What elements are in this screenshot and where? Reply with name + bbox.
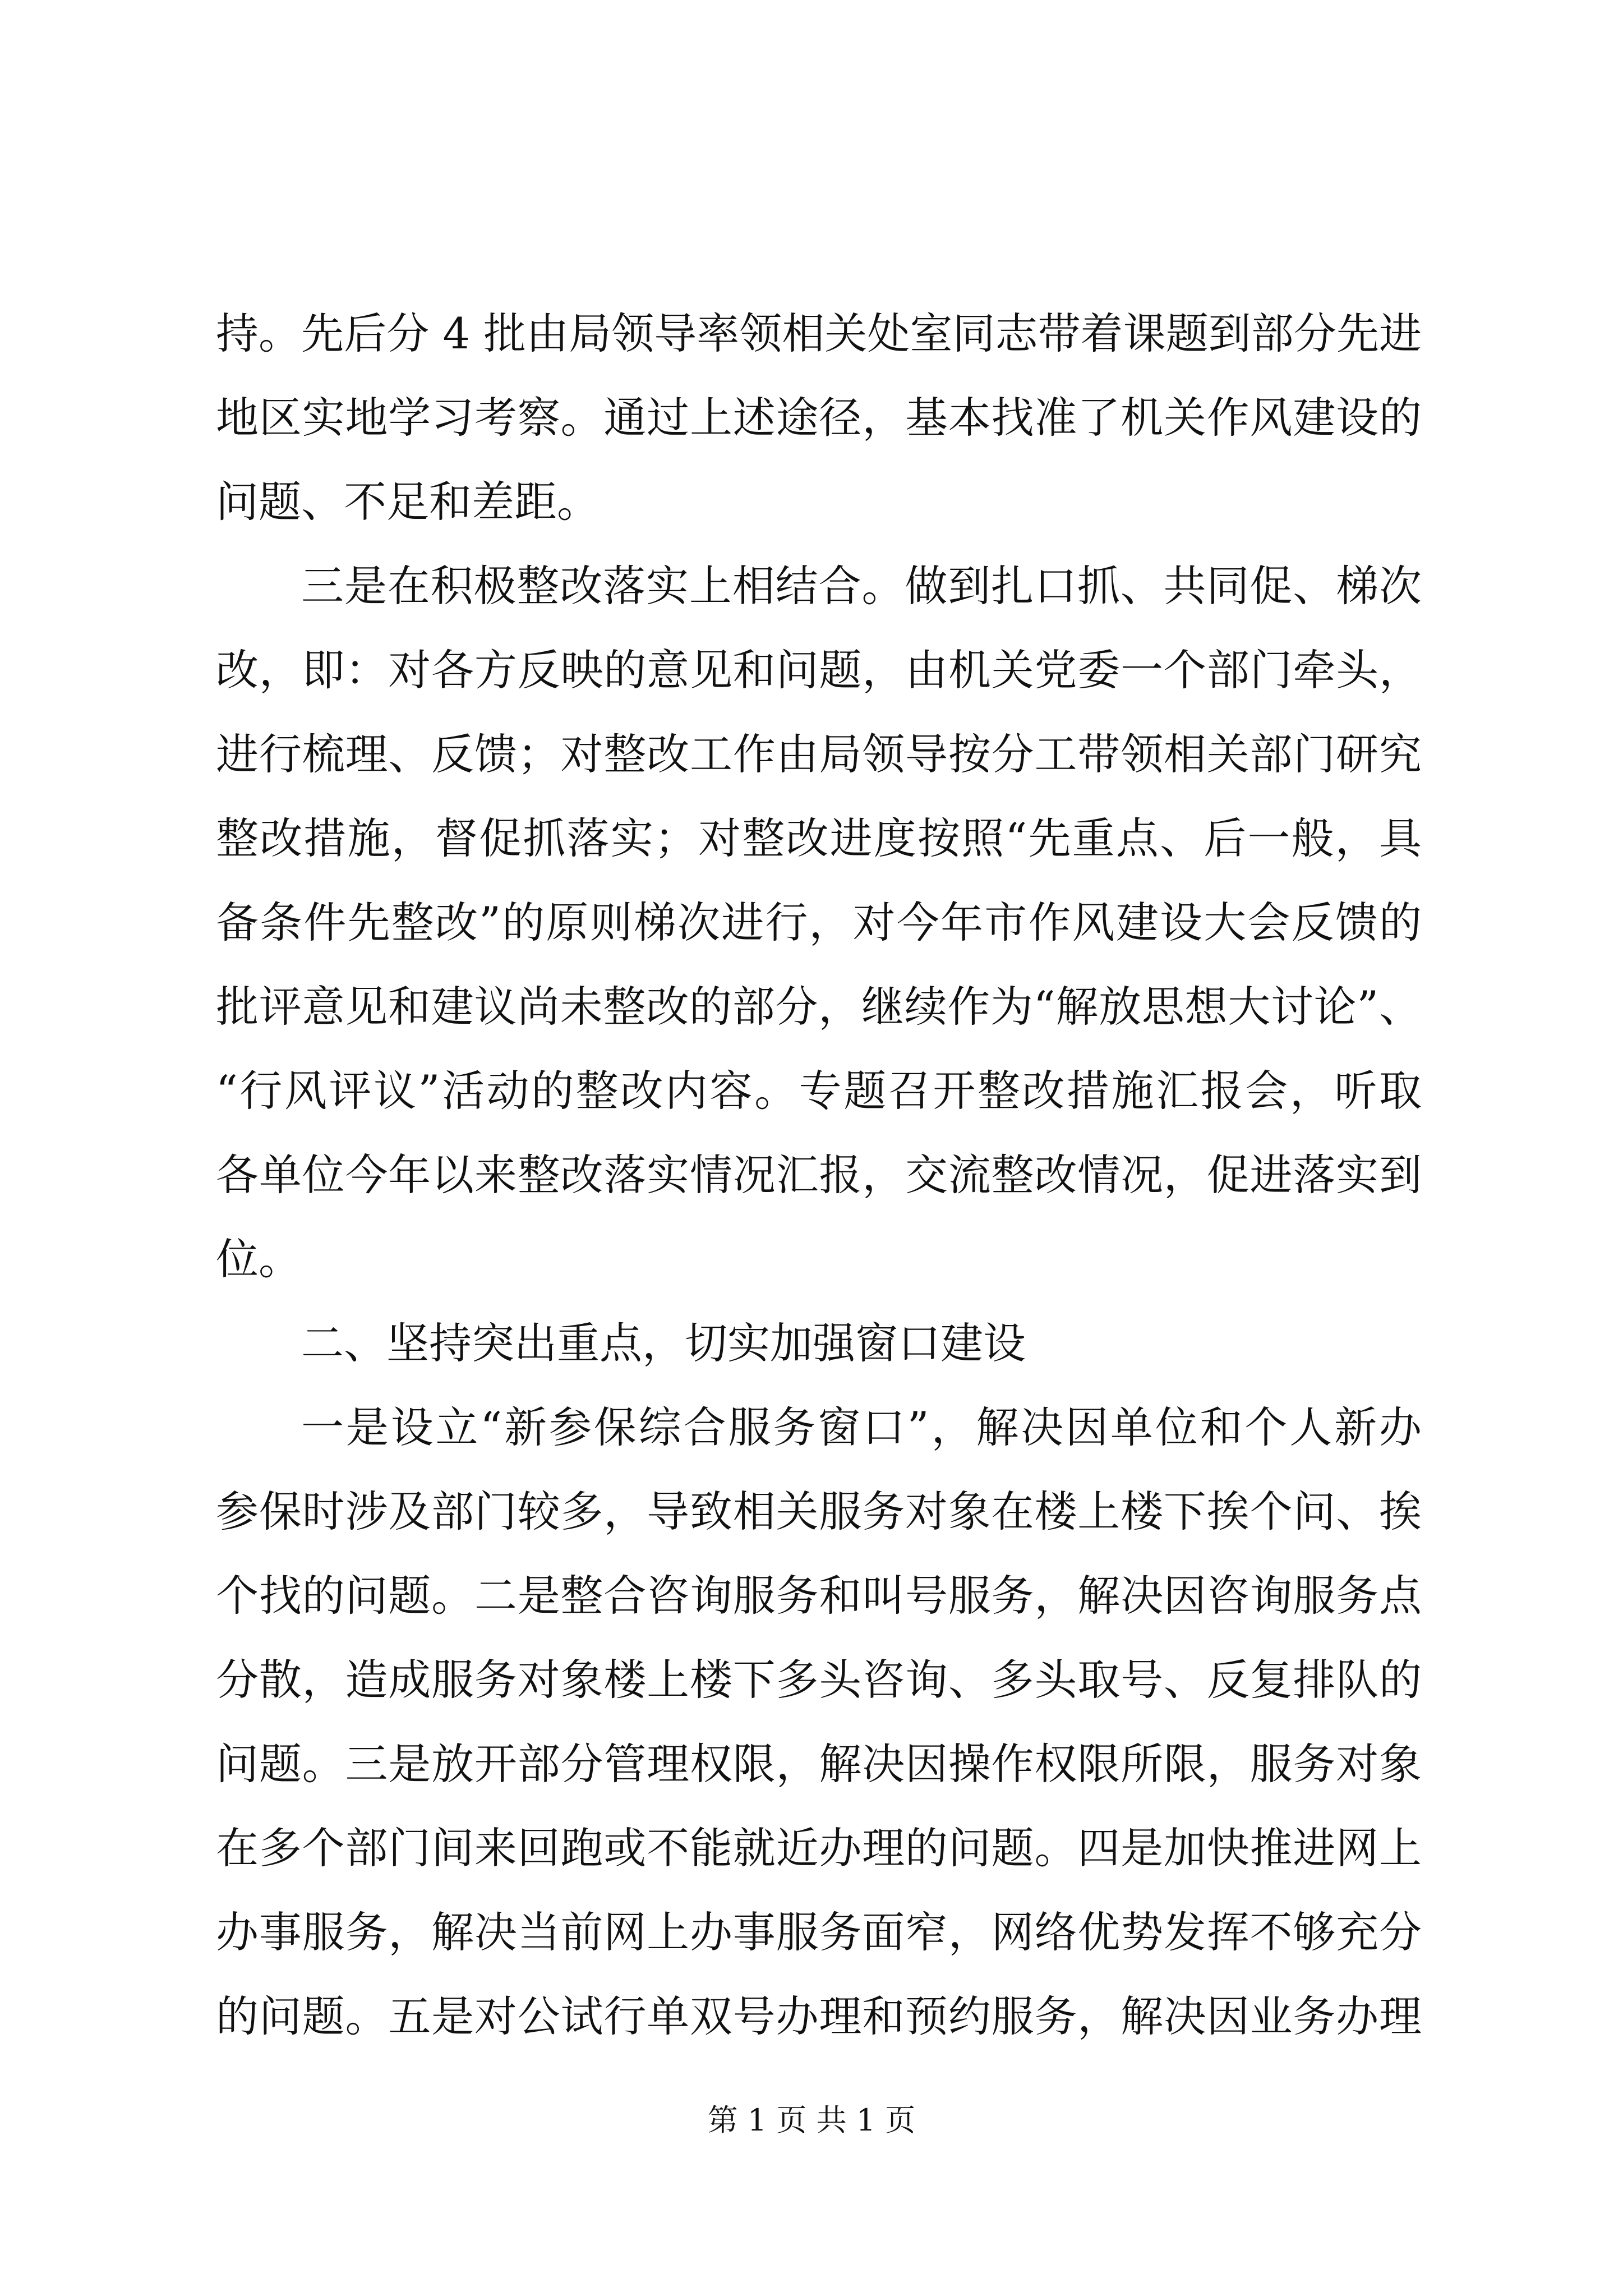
text-line: 分散，造成服务对象楼上楼下多头咨询、多头取号、反复排队的 bbox=[216, 1655, 1422, 1705]
text-line: 办事服务，解决当前网上办事服务面窄，网络优势发挥不够充分 bbox=[216, 1907, 1422, 1957]
text-line: 的问题。五是对公试行单双号办理和预约服务，解决因业务办理 bbox=[216, 1991, 1422, 2041]
text-line: 整改措施，督促抓落实；对整改进度按照“先重点、后一般，具 bbox=[216, 813, 1422, 863]
text-line: 三是在积极整改落实上相结合。做到扎口抓、共同促、梯次 bbox=[301, 561, 1422, 611]
section-heading bbox=[216, 1301, 1422, 1386]
text-line: 改，即：对各方反映的意见和问题，由机关党委一个部门牵头， bbox=[216, 645, 1422, 695]
text-line: “行风评议”活动的整改内容。专题召开整改措施汇报会，听取 bbox=[216, 1066, 1422, 1116]
text-line: 在多个部门间来回跑或不能就近办理的问题。四是加快推进网上 bbox=[216, 1823, 1422, 1873]
text-line: 备条件先整改”的原则梯次进行，对今年市作风建设大会反馈的 bbox=[216, 898, 1422, 947]
text-line: 问题、不足和差距。 bbox=[216, 477, 600, 527]
text-line: 二、坚持突出重点，切实加强窗口建设 bbox=[301, 1318, 1026, 1368]
text-line: 位。 bbox=[216, 1234, 301, 1284]
text-line: 问题。三是放开部分管理权限，解决因操作权限所限，服务对象 bbox=[216, 1739, 1422, 1789]
text-line: 一是设立“新参保综合服务窗口”，解决因单位和个人新办 bbox=[301, 1402, 1422, 1452]
text-line: 地区实地学习考察。通过上述途径，基本找准了机关作风建设的 bbox=[216, 393, 1422, 443]
paragraph bbox=[216, 544, 1422, 1301]
document-body bbox=[216, 292, 1422, 2059]
text-line: 批评意见和建议尚未整改的部分，继续作为“解放思想大讨论”、 bbox=[216, 982, 1422, 1032]
paragraph bbox=[216, 292, 1422, 544]
paragraph bbox=[216, 1386, 1422, 2059]
page-number-footer: 第 1 页 共 1 页 bbox=[707, 2102, 916, 2138]
text-line: 进行梳理、反馈；对整改工作由局领导按分工带领相关部门研究 bbox=[216, 729, 1422, 779]
text-line: 参保时涉及部门较多，导致相关服务对象在楼上楼下挨个问、挨 bbox=[216, 1487, 1422, 1536]
text-line: 个找的问题。二是整合咨询服务和叫号服务，解决因咨询服务点 bbox=[216, 1571, 1422, 1621]
text-line: 持。先后分 4 批由局领导率领相关处室同志带着课题到部分先进 bbox=[216, 309, 1422, 358]
text-line: 各单位今年以来整改落实情况汇报，交流整改情况，促进落实到 bbox=[216, 1150, 1422, 1200]
